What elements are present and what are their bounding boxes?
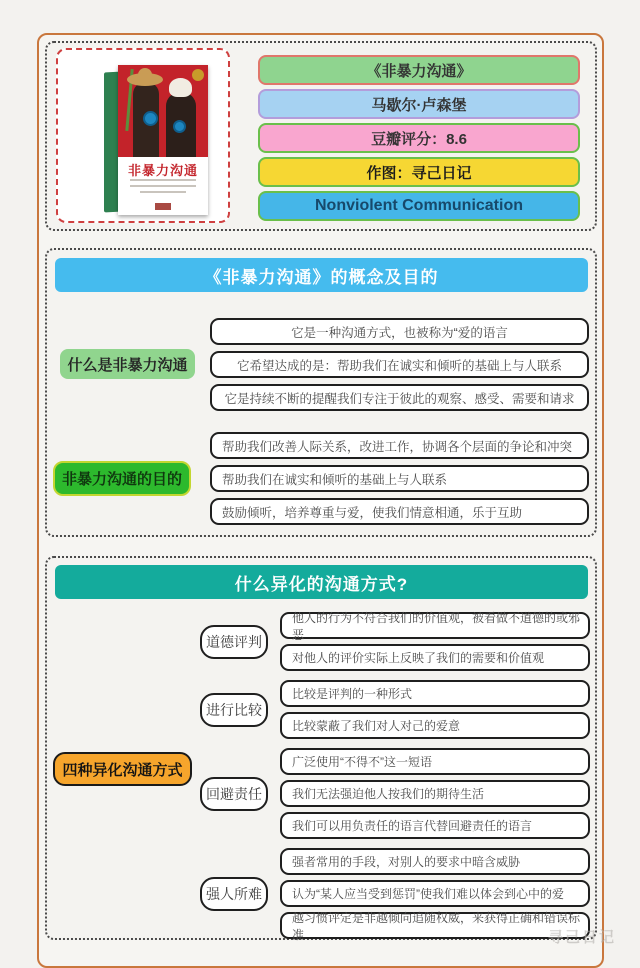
cover-flower-icon bbox=[173, 120, 186, 133]
section-concept-header: 《非暴力沟通》的概念及目的 bbox=[55, 258, 588, 292]
pill-author: 马歇尔·卢森堡 bbox=[258, 89, 580, 119]
leaf-purpose-3: 鼓励倾听，培养尊重与爱，使我们情意相通，乐于互助 bbox=[210, 498, 589, 525]
leaf-demand-3: 越习惯评定是非越倾向追随权威，来获得正确和错误标准 bbox=[280, 912, 590, 939]
watermark: 寻己日记 bbox=[548, 929, 617, 946]
node-what-is-nvc: 什么是非暴力沟通 bbox=[60, 349, 195, 379]
node-nvc-purpose: 非暴力沟通的目的 bbox=[53, 461, 191, 496]
leaf-demand-2: 认为“某人应当受到惩罚”使我们难以体会到心中的爱 bbox=[280, 880, 590, 907]
subnode-comparison: 进行比较 bbox=[200, 693, 268, 727]
leaf-avoid-3: 我们可以用负责任的语言代替回避责任的语言 bbox=[280, 812, 590, 839]
leaf-nvc-definition: 它是一种沟通方式，也被称为“爱的语言 bbox=[210, 318, 589, 345]
cover-text-line bbox=[140, 191, 186, 193]
leaf-purpose-2: 帮助我们在诚实和倾听的基础上与人联系 bbox=[210, 465, 589, 492]
pill-douban-rating: 豆瓣评分：8.6 bbox=[258, 123, 580, 153]
subnode-moral-judgment: 道德评判 bbox=[200, 625, 268, 659]
subnode-making-demands: 强人所难 bbox=[200, 877, 268, 911]
leaf-nvc-reminder: 它是持续不断的提醒我们专注于彼此的观察、感受、需要和请求 bbox=[210, 384, 589, 411]
leaf-compare-2: 比较蒙蔽了我们对人对己的爱意 bbox=[280, 712, 590, 739]
leaf-avoid-1: 广泛使用“不得不”这一短语 bbox=[280, 748, 590, 775]
leaf-purpose-1: 帮助我们改善人际关系，改进工作，协调各个层面的争论和冲突 bbox=[210, 432, 589, 459]
pill-book-title: 《非暴力沟通》 bbox=[258, 55, 580, 85]
cover-publisher-mark bbox=[155, 203, 171, 210]
leaf-compare-1: 比较是评判的一种形式 bbox=[280, 680, 590, 707]
book-cover-box bbox=[56, 48, 230, 223]
cover-text-line bbox=[130, 179, 196, 181]
pill-illustrator: 作图：寻己日记 bbox=[258, 157, 580, 187]
cover-flower-icon bbox=[143, 111, 158, 126]
book-cover-title: 非暴力沟通 bbox=[127, 163, 198, 178]
leaf-demand-1: 强者常用的手段，对别人的要求中暗含威胁 bbox=[280, 848, 590, 875]
section-alienation-header: 什么异化的沟通方式? bbox=[55, 565, 588, 599]
cover-gold-badge-icon bbox=[192, 69, 204, 81]
leaf-avoid-2: 我们无法强迫他人按我们的期待生活 bbox=[280, 780, 590, 807]
node-four-alienating-ways: 四种异化沟通方式 bbox=[53, 752, 192, 786]
pill-english-title: Nonviolent Communication bbox=[258, 191, 580, 221]
leaf-moral-2: 对他人的评价实际上反映了我们的需要和价值观 bbox=[280, 644, 590, 671]
subnode-avoid-responsibility: 回避责任 bbox=[200, 777, 268, 811]
cover-straw-hat bbox=[127, 73, 163, 86]
book-front-cover bbox=[118, 65, 208, 215]
leaf-nvc-goal: 它希望达成的是：帮助我们在诚实和倾听的基础上与人联系 bbox=[210, 351, 589, 378]
book-cover-illustration bbox=[118, 65, 208, 157]
leaf-moral-1: 他人的行为不符合我们的价值观，被看做不道德的或邪恶 bbox=[280, 612, 590, 639]
cover-headwrap bbox=[169, 78, 192, 97]
cover-text-line bbox=[130, 185, 196, 187]
